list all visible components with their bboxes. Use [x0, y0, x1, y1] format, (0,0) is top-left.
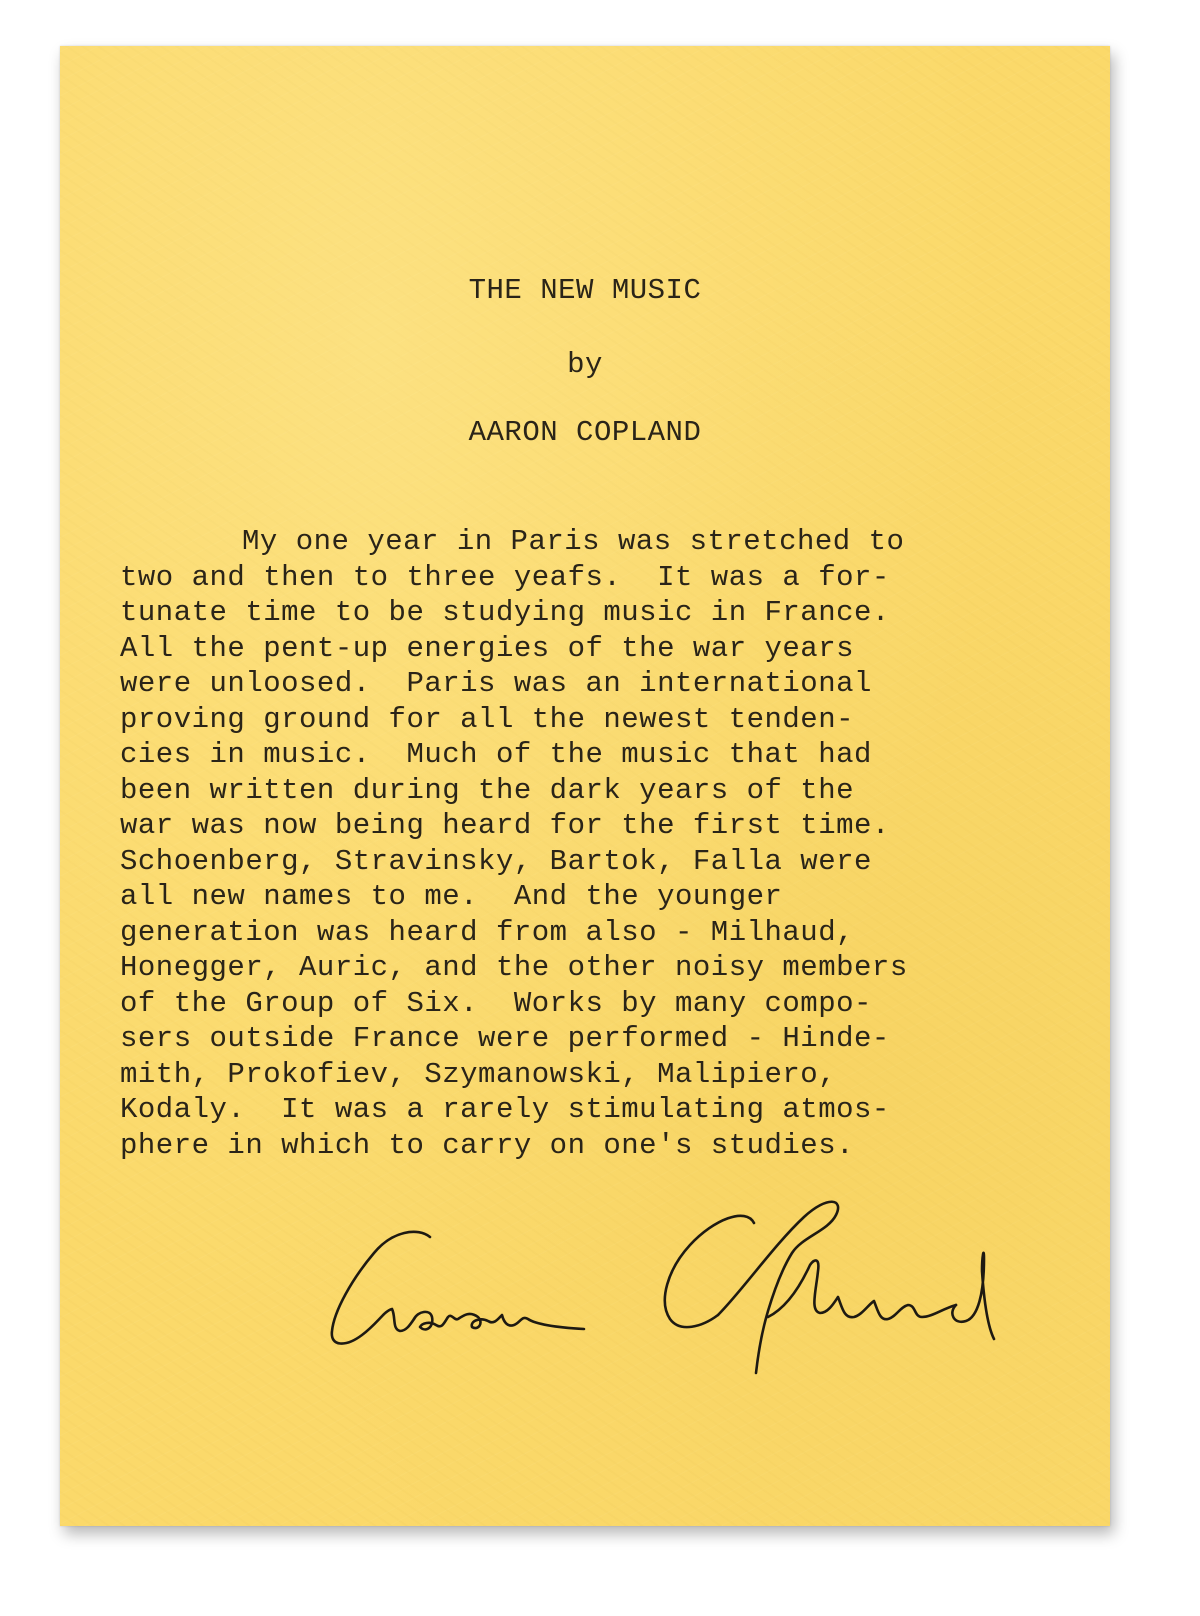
paragraph-line: mith, Prokofiev, Szymanowski, Malipiero,	[120, 1057, 837, 1091]
paragraph-line: cies in music. Much of the music that had	[120, 738, 872, 771]
paragraph-line: all new names to me. And the younger	[120, 880, 783, 913]
paragraph-line: been written during the dark years of the	[120, 773, 855, 807]
byline: by	[567, 348, 603, 381]
body-paragraph	[120, 524, 1110, 1163]
paragraph-line: generation was heard from also - Milhaud,	[120, 915, 855, 949]
paragraph-line: sers outside France were performed - Hinde-	[120, 1022, 890, 1055]
paragraph-line: tunate time to be studying music in France.	[120, 596, 890, 629]
handwritten-signature	[322, 1141, 1002, 1381]
paragraph-line: Schoenberg, Stravinsky, Bartok, Falla were	[120, 844, 872, 878]
paragraph-line: All the pent-up energies of the war years	[120, 631, 855, 665]
paragraph-line: two and then to three yeafs. It was a for-	[120, 560, 890, 594]
paragraph-line: My one year in Paris was stretched to	[242, 525, 905, 558]
author-name: AARON COPLAND	[468, 416, 702, 449]
paragraph-line: of the Group of Six. Works by many compo-	[120, 986, 872, 1020]
paragraph-line: were unloosed. Paris was an international	[120, 667, 872, 700]
paragraph-line: phere in which to carry on one's studies.	[120, 1128, 855, 1162]
paper-sheet	[60, 46, 1110, 1526]
paragraph-line: Honegger, Auric, and the other noisy members	[120, 951, 908, 984]
paragraph-line: proving ground for all the newest tenden-	[120, 702, 855, 736]
paragraph-line: war was now being heard for the first time.	[120, 809, 890, 842]
paragraph-line: Kodaly. It was a rarely stimulating atmos-	[120, 1093, 890, 1126]
document-title: THE NEW MUSIC	[468, 274, 702, 307]
